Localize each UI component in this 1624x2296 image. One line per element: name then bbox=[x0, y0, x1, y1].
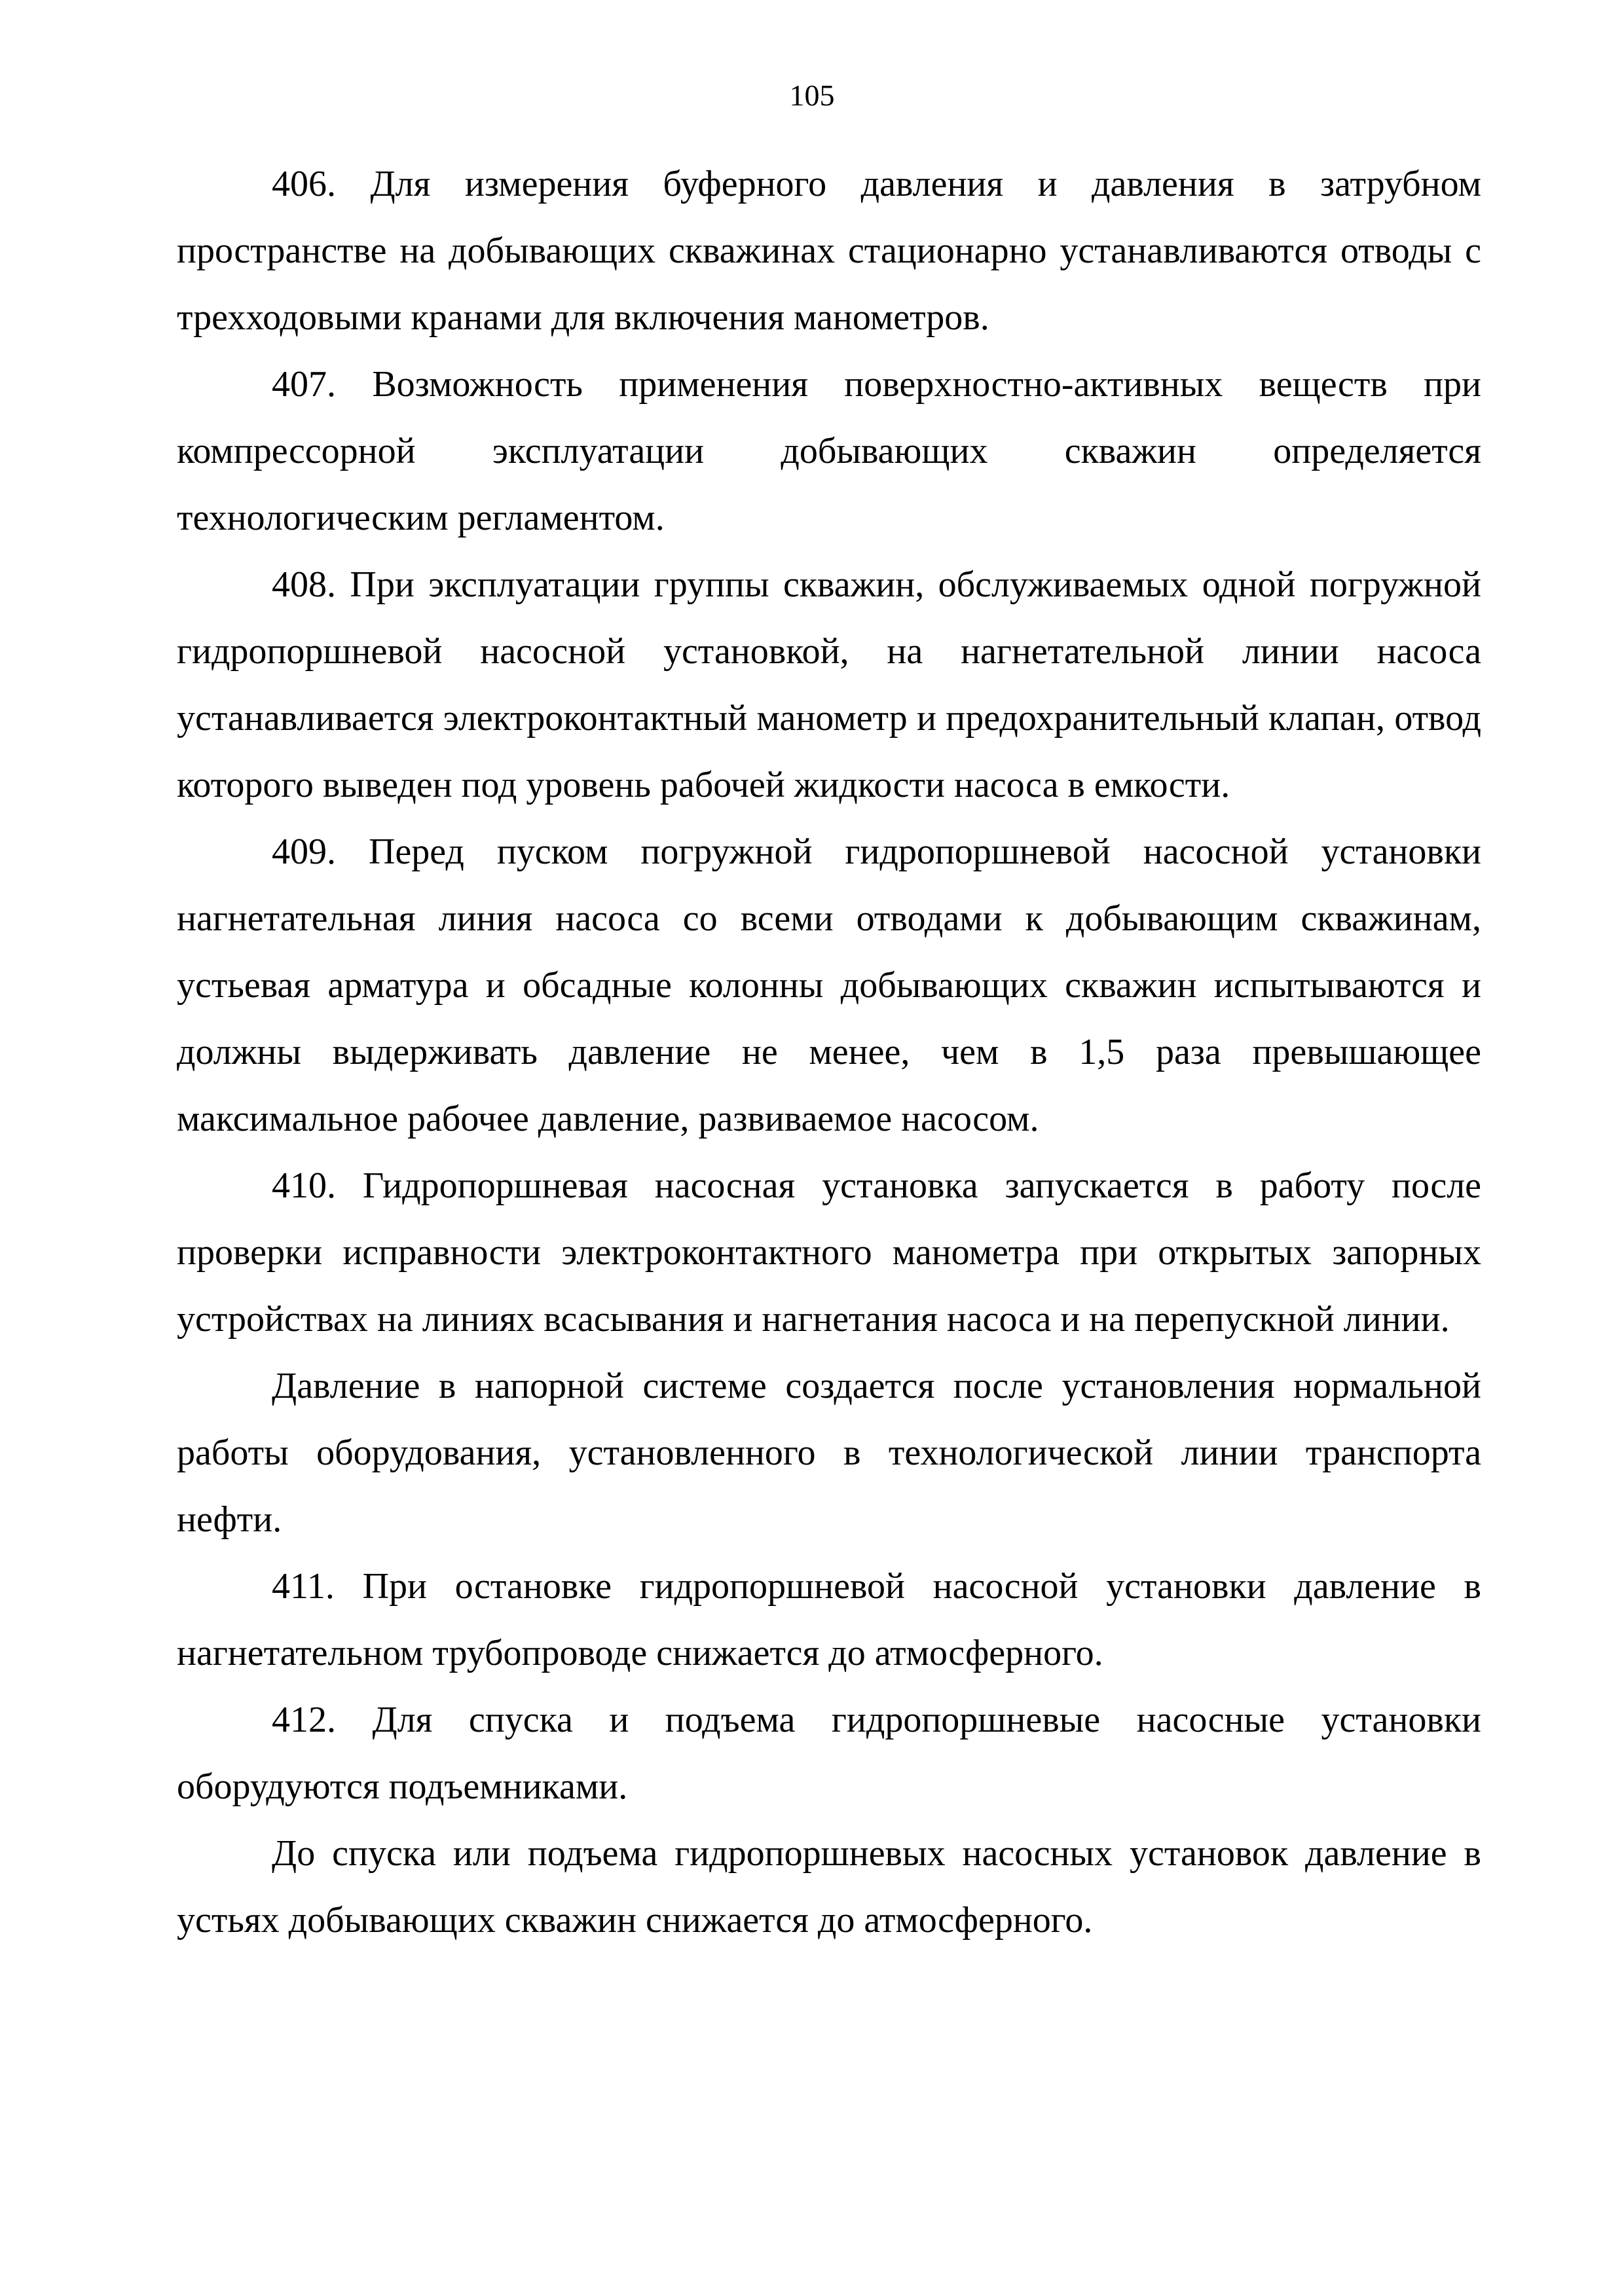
paragraph-number: 412. bbox=[272, 1700, 336, 1740]
paragraph-number: 410. bbox=[272, 1165, 336, 1206]
paragraph-text: При остановке гидропоршневой насосной установки давление в нагнетательном трубопроводе снижается до атмосферного. bbox=[177, 1566, 1482, 1673]
paragraph-number: 407. bbox=[272, 364, 336, 405]
paragraph-number: 409. bbox=[272, 831, 336, 872]
paragraph-number: 406. bbox=[272, 164, 336, 204]
paragraph-408 bbox=[177, 551, 1481, 818]
paragraph-409 bbox=[177, 818, 1481, 1152]
paragraph-410 bbox=[177, 1152, 1481, 1353]
paragraph-text: Возможность применения поверхностно-активных веществ при компрессорной эксплуатации добывающих скважин определяется технологическим регламентом. bbox=[177, 364, 1482, 538]
paragraph-412-continuation bbox=[177, 1820, 1481, 1954]
paragraph-text: При эксплуатации группы скважин, обслуживаемых одной погружной гидропоршневой насосной установкой, на нагнетательной линии насоса устанавливается электроконтактный манометр и предохранительный клапан, отвод которого выведен под уровень рабочей жидкости насоса в емкости. bbox=[177, 564, 1481, 805]
document-body bbox=[177, 151, 1481, 1954]
paragraph-410-continuation bbox=[177, 1353, 1481, 1553]
paragraph-412 bbox=[177, 1686, 1481, 1820]
paragraph-text: Гидропоршневая насосная установка запускается в работу после проверки исправности электроконтактного манометра при открытых запорных устройствах на линиях всасывания и нагнетания насоса и на перепускной линии. bbox=[177, 1165, 1481, 1339]
paragraph-text: Для измерения буферного давления и давления в затрубном пространстве на добывающих скважинах стационарно устанавливаются отводы с трехходовыми кранами для включения манометров. bbox=[177, 164, 1482, 338]
paragraph-text: Перед пуском погружной гидропоршневой насосной установки нагнетательная линия насоса со всеми отводами к добывающим скважинам, устьевая арматура и обсадные колонны добывающих скважин испытываются и должны выдерживать давление не менее, чем в 1,5 раза превышающее максимальное рабочее давление, развиваемое насосом. bbox=[177, 831, 1482, 1139]
paragraph-406 bbox=[177, 151, 1481, 351]
paragraph-number: 411. bbox=[272, 1566, 335, 1607]
paragraph-407 bbox=[177, 351, 1481, 551]
paragraph-text: Для спуска и подъема гидропоршневые насосные установки оборудуются подъемниками. bbox=[177, 1700, 1482, 1807]
paragraph-text: До спуска или подъема гидропоршневых насосных установок давление в устьях добывающих скважин снижается до атмосферного. bbox=[177, 1833, 1481, 1941]
paragraph-text: Давление в напорной системе создается после установления нормальной работы оборудования, установленного в технологической линии транспорта нефти. bbox=[177, 1366, 1481, 1540]
paragraph-number: 408. bbox=[272, 564, 336, 605]
page-number: 105 bbox=[789, 79, 835, 112]
paragraph-411 bbox=[177, 1553, 1481, 1686]
